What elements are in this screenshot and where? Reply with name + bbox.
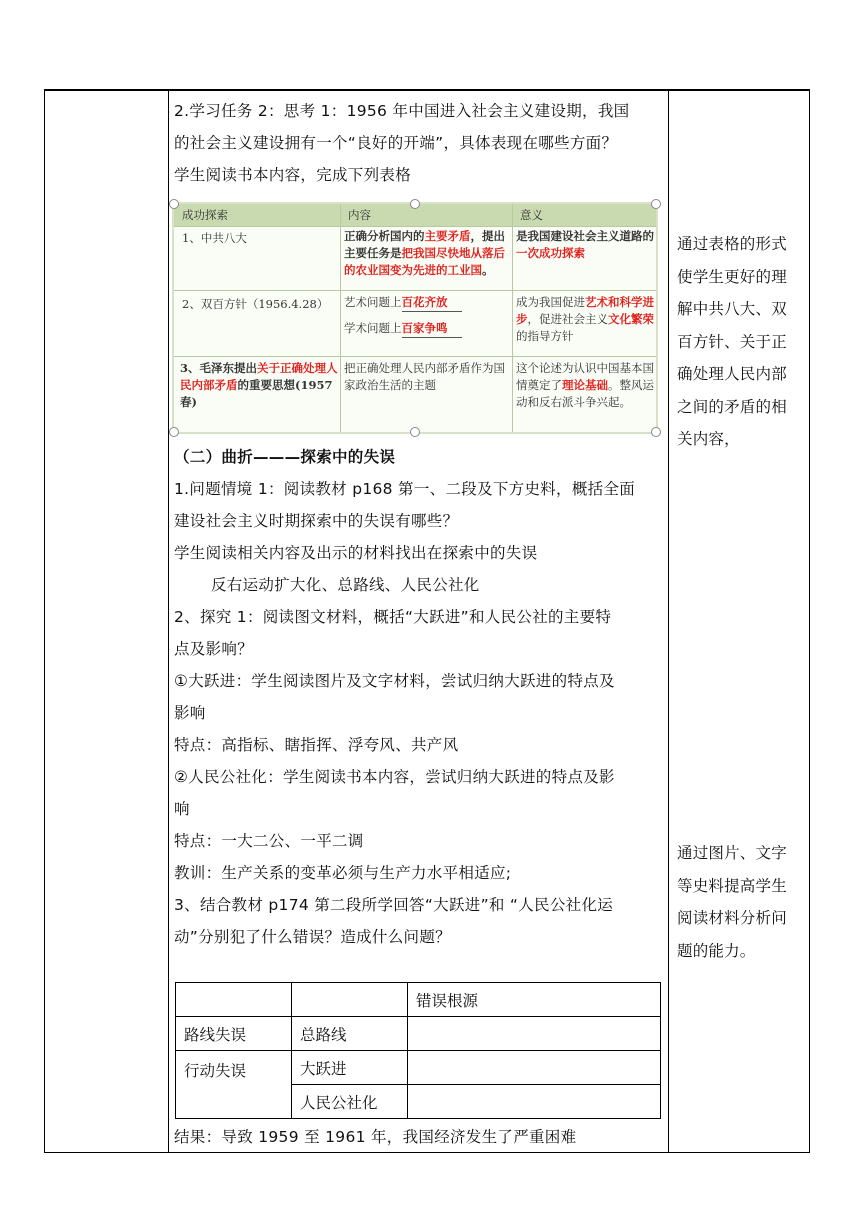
activity-column xyxy=(169,90,668,191)
q1-line1: 1.问题情境 1：阅读教材 p168 第一、二段及下方史料，概括全面 xyxy=(174,480,636,498)
table-row xyxy=(176,983,661,1017)
resize-handle-bottom-left[interactable] xyxy=(169,427,179,437)
row1-content xyxy=(344,228,508,279)
leap-line1: ①大跃进：学生阅读图片及文字材料，尝试归纳大跃进的特点及 xyxy=(174,672,615,690)
note2-line: 题的能力。 xyxy=(677,941,756,960)
route-error-item: 总路线 xyxy=(292,1017,408,1051)
success-table-hline-1 xyxy=(174,226,656,227)
section2-heading: （二）曲折———探索中的失误 xyxy=(174,448,396,466)
table-cell-empty xyxy=(408,1017,661,1051)
result-text: 结果：导致 1959 至 1961 年，我国经济发生了严重困难 xyxy=(174,1128,577,1146)
error-table xyxy=(175,982,661,1119)
leap-features: 特点：高指标、瞎指挥、浮夸风、共产风 xyxy=(174,736,459,754)
row3-significance-c: 。整风运动和反右派斗争兴起。 xyxy=(516,378,654,409)
note1-line: 使学生更好的理 xyxy=(677,267,787,286)
success-table-header-3: 意义 xyxy=(520,208,543,222)
row2-content-b: 百花齐放 xyxy=(402,294,462,312)
q1-answer: 反右运动扩大化、总路线、人民公社化 xyxy=(211,576,480,594)
success-table-header-1: 成功探索 xyxy=(182,208,228,222)
table-cell-empty xyxy=(408,1051,661,1085)
row3-achievement-c: 的重要思想(1957春) xyxy=(180,378,333,409)
success-table-header-2: 内容 xyxy=(348,208,371,222)
resize-handle-top-center[interactable] xyxy=(410,199,420,209)
resize-handle-top-left[interactable] xyxy=(169,199,179,209)
row1-content-b: 主要矛盾 xyxy=(424,229,471,243)
action-error-label: 行动失误 xyxy=(176,1051,292,1119)
resize-handle-bottom-right[interactable] xyxy=(651,427,661,437)
row2-content-d: 百家争鸣 xyxy=(402,320,462,338)
q1-line3: 学生阅读相关内容及出示的材料找出在探索中的失误 xyxy=(174,544,538,562)
action-error-item-2: 人民公社化 xyxy=(292,1085,408,1119)
table-cell-empty xyxy=(408,1085,661,1119)
note1-line: 确处理人民内部 xyxy=(677,365,787,383)
leap-line2: 影响 xyxy=(174,704,206,722)
note2-line: 等史料提高学生 xyxy=(677,876,787,895)
note1-line: 百方针、关于正 xyxy=(677,332,787,351)
row3-significance xyxy=(516,360,654,411)
row1-significance xyxy=(516,228,654,262)
table-cell-empty xyxy=(176,983,292,1017)
row2-achievement: 2、双百方针（1956.4.28） xyxy=(182,297,329,311)
table-row xyxy=(176,1051,661,1085)
row1-significance-b: 一次成功探索 xyxy=(516,246,585,260)
row3-achievement xyxy=(180,360,338,411)
resize-handle-bottom-center[interactable] xyxy=(410,427,420,437)
task2-line2: 的社会主义建设拥有一个“良好的开端”，具体表现在哪些方面？ xyxy=(174,134,618,152)
lesson-text: 教训：生产关系的变革必须与生产力水平相适应; xyxy=(174,864,512,882)
success-table-vline-2 xyxy=(512,204,513,432)
design-note-1 xyxy=(677,228,807,456)
q2-line1: 2、探究 1：阅读图文材料，概括“大跃进”和人民公社的主要特 xyxy=(174,608,612,626)
task2-line3: 学生阅读书本内容，完成下列表格 xyxy=(174,166,412,184)
row1-significance-a: 是我国建设社会主义道路的 xyxy=(516,229,654,243)
row2-content-line2 xyxy=(344,320,508,338)
row3-achievement-a: 3、毛泽东提出 xyxy=(180,361,258,375)
success-table-image xyxy=(172,202,658,434)
q1-line2: 建设社会主义时期探索中的失误有哪些？ xyxy=(174,512,459,530)
row2-significance-e: 的指导方针 xyxy=(516,329,574,343)
row2-significance-a: 成为我国促进 xyxy=(516,295,585,309)
commune-line1: ②人民公社化：学生阅读书本内容，尝试归纳大跃进的特点及影 xyxy=(174,768,615,786)
table-cell-empty xyxy=(292,983,408,1017)
resize-handle-top-right[interactable] xyxy=(651,199,661,209)
row2-significance xyxy=(516,294,654,345)
note2-line: 通过图片、文字 xyxy=(677,844,787,862)
row2-content xyxy=(344,294,508,338)
row3-significance-a: 这个论述为认识中国基本国情奠定了 xyxy=(516,361,654,392)
row1-content-e: 。 xyxy=(482,263,494,277)
note1-line: 之间的矛盾的相 xyxy=(677,397,787,416)
commune-line2: 响 xyxy=(174,800,190,818)
row1-content-d: 把我国尽快地从落后的农业国变为先进的工业国 xyxy=(344,246,505,277)
q2-line2: 点及影响？ xyxy=(174,640,254,658)
error-source-header: 错误根源 xyxy=(408,983,661,1017)
row1-content-c: ，提出主要任务是 xyxy=(344,229,505,260)
row2-content-line1 xyxy=(344,294,508,312)
column-divider-right xyxy=(668,90,669,1153)
note2-line: 阅读材料分析问 xyxy=(677,909,787,927)
design-note-2 xyxy=(677,837,807,967)
section2-block xyxy=(169,441,668,953)
task2-line1: 2.学习任务 2：思考 1：1956 年中国进入社会主义建设期，我国 xyxy=(174,102,630,120)
route-error-label: 路线失误 xyxy=(176,1017,292,1051)
row3-content: 把正确处理人民内部矛盾作为国家政治生活的主题 xyxy=(344,361,505,392)
action-error-item-1: 大跃进 xyxy=(292,1051,408,1085)
success-table-hline-3 xyxy=(174,356,656,357)
row3-achievement-b: 关于正确处理人民内部矛盾 xyxy=(180,361,338,392)
row2-content-c: 学术问题上 xyxy=(344,321,402,335)
commune-features: 特点：一大二公、一平二调 xyxy=(174,832,364,850)
note1-line: 解中共八大、双 xyxy=(677,300,787,318)
row3-significance-b: 理论基础 xyxy=(562,378,608,392)
row1-content-a: 正确分析国内的 xyxy=(344,229,425,243)
note1-line: 通过表格的形式 xyxy=(677,235,787,253)
success-table-vline-1 xyxy=(340,204,341,432)
row2-significance-d: 文化繁荣 xyxy=(608,312,654,326)
success-table-hline-2 xyxy=(174,290,656,291)
note1-line: 关内容， xyxy=(677,430,740,448)
row2-significance-b: 艺术和科学进步 xyxy=(516,295,654,326)
row1-achievement: 1、中共八大 xyxy=(182,231,247,245)
q3-line1: 3、结合教材 p174 第二段所学回答“大跃进”和 “人民公社化运 xyxy=(174,896,614,914)
table-row xyxy=(176,1017,661,1051)
row2-significance-c: ，促进社会主义 xyxy=(527,312,608,326)
row2-content-a: 艺术问题上 xyxy=(344,295,402,309)
q3-line2: 动”分别犯了什么错误？造成什么问题？ xyxy=(174,928,451,946)
